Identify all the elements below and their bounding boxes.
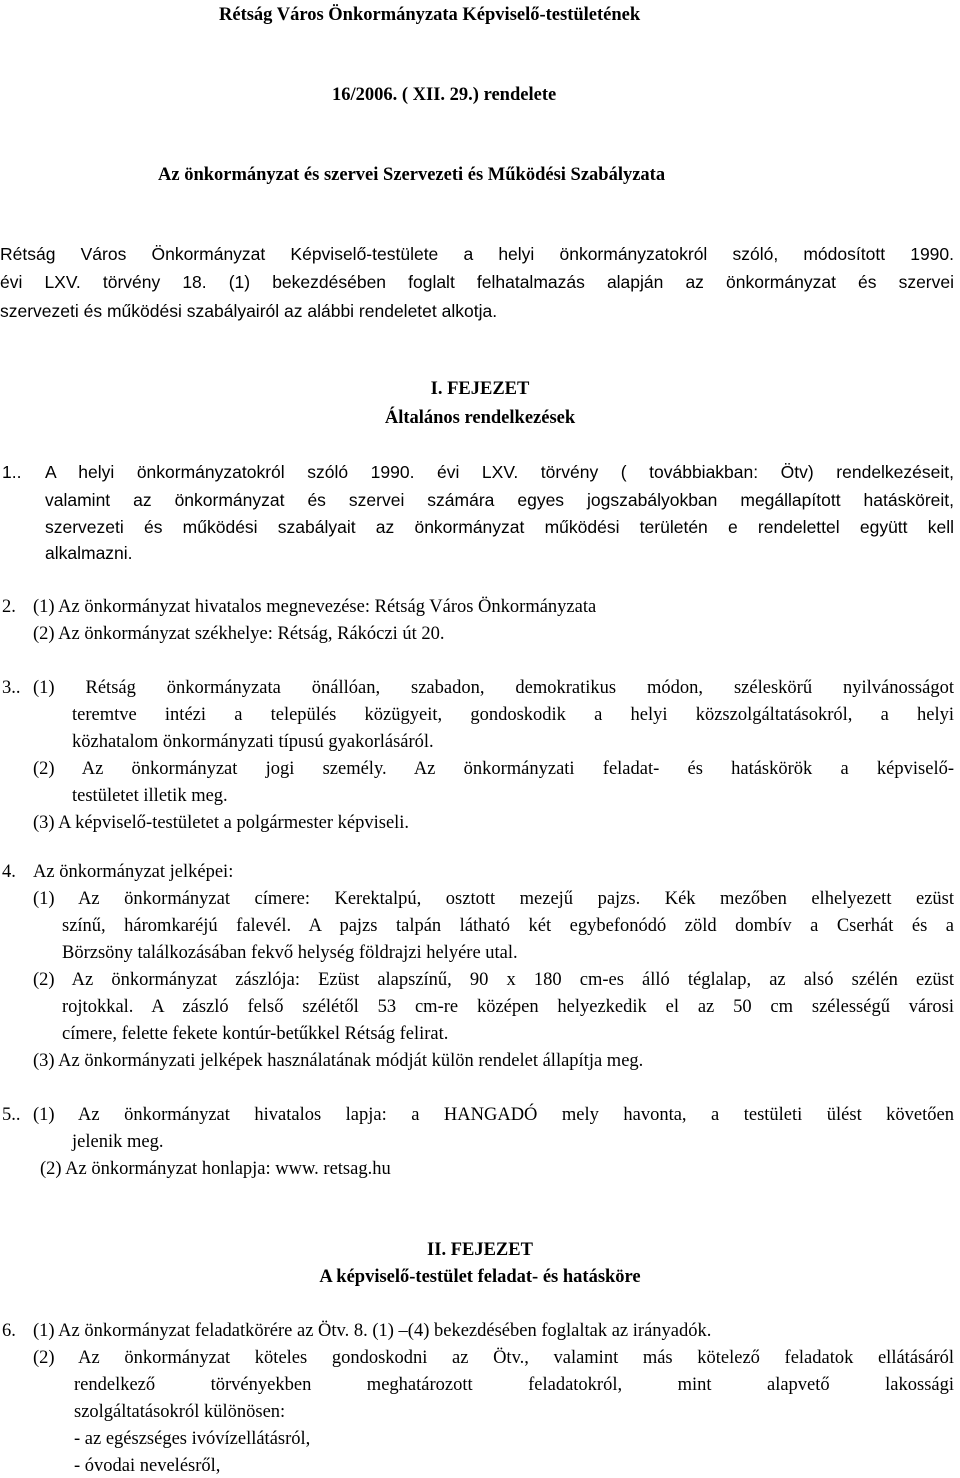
section-6-line-4: szolgáltatásokról különösen: bbox=[74, 1402, 286, 1422]
section-6-line-3: rendelkező törvényekben meghatározott feladatokról, mint alapvető lakossági bbox=[74, 1375, 954, 1395]
section-6-list-item-1: - az egészséges ivóvízellátásról, bbox=[74, 1429, 311, 1449]
section-6-number: 6. bbox=[2, 1321, 16, 1341]
section-4-line-7: (3) Az önkormányzati jelképek használatának módját külön rendelet állapítja meg. bbox=[33, 1051, 644, 1071]
section-4-heading: Az önkormányzat jelképei: bbox=[33, 862, 234, 882]
title-line-3: Az önkormányzat és szervei Szervezeti és Működési Szabályzata bbox=[158, 165, 666, 185]
section-1-line-4: alkalmazni. bbox=[45, 543, 133, 563]
section-2-line-1: (1) Az önkormányzat hivatalos megnevezése: Rétság Város Önkormányzata bbox=[33, 597, 597, 617]
chapter-1-number: I. FEJEZET bbox=[430, 379, 530, 399]
section-5-number: 5.. bbox=[2, 1105, 21, 1125]
section-6-list-item-2: - óvodai nevelésről, bbox=[74, 1456, 221, 1476]
section-4-line-6: címere, felette fekete kontúr-betűkkel Rétság felirat. bbox=[62, 1024, 449, 1044]
chapter-2-number: II. FEJEZET bbox=[427, 1240, 533, 1260]
title-line-1: Rétság Város Önkormányzata Képviselő-testületének bbox=[219, 5, 641, 25]
section-3-line-3: közhatalom önkormányzati típusú gyakorlásáról. bbox=[72, 732, 434, 752]
section-3-line-4: (2) Az önkormányzat jogi személy. Az önkormányzati feladat- és hatáskörök a képviselő- bbox=[33, 759, 954, 779]
title-line-2: 16/2006. ( XII. 29.) rendelete bbox=[332, 85, 557, 105]
section-4-line-2: színű, háromkaréjú falevél. A pajzs talpán látható két egybefonódó zöld dombív a Cserhát és a bbox=[62, 916, 954, 936]
preamble-line-2: évi LXV. törvény 18. (1) bekezdésében foglalt felhatalmazás alapján az önkormányzat és szervei bbox=[0, 272, 954, 292]
chapter-1-title: Általános rendelkezések bbox=[384, 408, 576, 428]
section-4-line-1: (1) Az önkormányzat címere: Kerektalpú, osztott mezejű pajzs. Kék mezőben elhelyezett ezüst bbox=[33, 889, 954, 909]
section-4-line-5: rojtokkal. A zászló felső szélétől 53 cm-re középen helyezkedik el az 50 cm szélességű városi bbox=[62, 997, 954, 1017]
section-1-line-2: valamint az önkormányzat és szervei számára egyes jogszabályokban megállapított hatásköreit, bbox=[45, 490, 954, 510]
section-1-line-3: szervezeti és működési szabályait az önkormányzat működési területén e rendelettel együtt kell bbox=[45, 517, 954, 537]
section-1-line-1: A helyi önkormányzatokról szóló 1990. évi LXV. törvény ( továbbiakban: Ötv) rendelkezéseit, bbox=[45, 462, 954, 482]
section-3-line-6: (3) A képviselő-testületet a polgármester képviseli. bbox=[33, 813, 410, 833]
preamble-line-1: Rétság Város Önkormányzat Képviselő-testülete a helyi önkormányzatokról szóló, módosított 1990. bbox=[0, 244, 954, 264]
section-3-line-5: testületet illetik meg. bbox=[72, 786, 228, 806]
section-2-number: 2. bbox=[2, 597, 16, 617]
section-4-line-3: Börzsöny találkozásában fekvő helység földrajzi helyére utal. bbox=[62, 943, 518, 963]
section-5-line-1: (1) Az önkormányzat hivatalos lapja: a HANGADÓ mely havonta, a testületi ülést követően bbox=[33, 1105, 954, 1125]
preamble-line-3: szervezeti és működési szabályairól az alábbi rendeletet alkotja. bbox=[0, 301, 498, 321]
section-4-number: 4. bbox=[2, 862, 16, 882]
section-3-line-2: teremtve intézi a település közügyeit, gondoskodik a helyi közszolgáltatásokról, a helyi bbox=[72, 705, 954, 725]
section-6-line-2: (2) Az önkormányzat köteles gondoskodni az Ötv., valamint más kötelező feladatok ellátásáról bbox=[33, 1348, 954, 1368]
section-3-number: 3.. bbox=[2, 678, 21, 698]
section-6-line-1: (1) Az önkormányzat feladatkörére az Ötv. 8. (1) –(4) bekezdésében foglaltak az irányadók. bbox=[33, 1321, 712, 1341]
section-4-line-4: (2) Az önkormányzat zászlója: Ezüst alapszínű, 90 x 180 cm-es álló téglalap, az alsó szélén ezüst bbox=[33, 970, 954, 990]
section-1-number: 1.. bbox=[2, 462, 22, 482]
chapter-2-title: A képviselő-testület feladat- és hatásköre bbox=[319, 1267, 641, 1287]
section-5-line-3: (2) Az önkormányzat honlapja: www. retsag.hu bbox=[40, 1159, 391, 1179]
section-2-line-2: (2) Az önkormányzat székhelye: Rétság, Rákóczi út 20. bbox=[33, 624, 445, 644]
section-3-line-1: (1) Rétság önkormányzata önállóan, szabadon, demokratikus módon, széleskörű nyilvánosságot bbox=[33, 678, 954, 698]
section-5-line-2: jelenik meg. bbox=[72, 1132, 164, 1152]
